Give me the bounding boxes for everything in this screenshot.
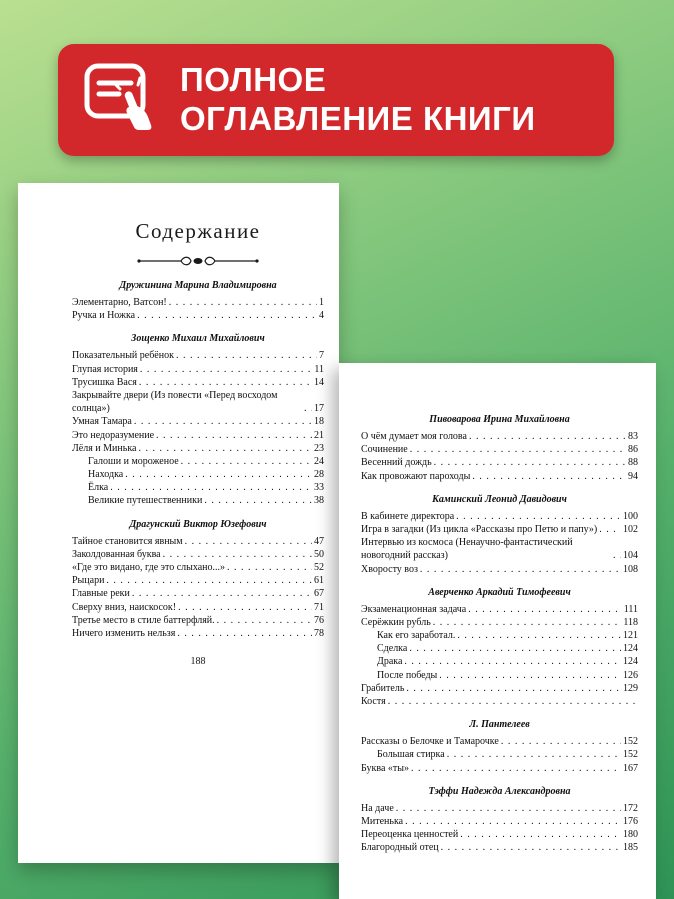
toc-entry [361, 603, 638, 616]
toc-dot-leader [177, 627, 312, 640]
toc-entry [361, 470, 638, 483]
toc-entry-title: «Где это видано, где это слыхано...» [72, 562, 226, 573]
toc-entry-page: 167 [623, 762, 638, 774]
toc-entry-title: Весенний дождь [361, 457, 432, 469]
toc-entry-page: 61 [314, 575, 324, 587]
toc-entry-page: 23 [314, 442, 324, 454]
toc-entry-title: Закрывайте двери (Из повести «Перед восходом солнца») [72, 389, 278, 415]
toc-entry-page: 71 [314, 601, 324, 613]
toc-entry-title: Игра в загадки (Из цикла «Рассказы про Петю и папу») [361, 523, 598, 535]
toc-entry-title: Хворосту воз [361, 563, 418, 575]
toc-entry [72, 587, 324, 600]
toc-dot-leader [137, 309, 317, 322]
toc-entry-title: Драка [377, 656, 403, 668]
toc-entry [377, 642, 638, 655]
toc-dot-leader [599, 523, 621, 536]
toc-dot-leader [106, 574, 312, 587]
toc-entry-title: Это недоразумение [72, 429, 155, 441]
toc-entry [361, 563, 638, 576]
toc-dot-leader [420, 563, 621, 576]
toc-entry-title: Находка [88, 469, 124, 481]
toc-author: Тэффи Надежда Александровна [428, 785, 571, 797]
toc-entry-page: 86 [628, 444, 638, 456]
toc-dot-leader [396, 802, 621, 815]
toc-entry [361, 815, 638, 828]
toc-entry [361, 443, 638, 456]
toc-entry-page: 172 [623, 802, 638, 814]
toc-entry-page: 118 [623, 616, 638, 628]
toc-entry [361, 456, 638, 469]
toc-entry-title: Ничего изменить нельзя [72, 627, 176, 639]
toc-dot-leader [457, 629, 621, 642]
toc-entry-page: 94 [628, 470, 638, 482]
toc-entry-page: 47 [314, 535, 324, 547]
toc-dot-leader [139, 376, 312, 389]
toc-entry [72, 389, 324, 415]
toc-entry-page: 126 [623, 669, 638, 681]
toc-entry-title: На даче [361, 802, 394, 814]
toc-entry-page: 7 [319, 350, 324, 362]
toc-entry [72, 349, 324, 362]
toc-entry [72, 376, 324, 389]
toc-entry-title: Ёлка [88, 482, 109, 494]
toc-entry-page: 52 [314, 562, 324, 573]
toc-dot-leader [204, 494, 312, 507]
toc-entry [361, 762, 638, 775]
toc-entry-title: Тайное становится явным [72, 535, 183, 547]
toc-entry-title: Сочинение [361, 444, 408, 456]
toc-entry-page: 180 [623, 829, 638, 841]
toc-entry-page: 111 [623, 603, 638, 615]
toc-author: Л. Пантелеев [469, 719, 530, 731]
left-page [18, 183, 339, 863]
toc-entry-page: 28 [314, 469, 324, 481]
toc-entry-page: 38 [314, 495, 324, 507]
toc-dot-leader [181, 455, 312, 468]
toc-dot-leader [156, 429, 312, 442]
toc-entry-page: 129 [623, 682, 638, 694]
toc-entry-page: 102 [623, 523, 638, 535]
toc-entry [72, 309, 324, 322]
toc-entry-title: Грабитель [361, 682, 405, 694]
toc-entry-title: Трусишка Вася [72, 376, 137, 388]
toc-dot-leader [472, 470, 626, 483]
toc-entry-title: Элементарно, Ватсон! [72, 297, 167, 308]
toc-entry-page: 124 [623, 643, 638, 655]
toc-entry [72, 535, 324, 548]
toc-dot-leader [501, 735, 621, 748]
toc-author: Дружинина Марина Владимировна [119, 280, 277, 291]
toc-entry-title: Экзаменационная задача [361, 603, 467, 615]
toc-dot-leader [447, 748, 621, 761]
toc-dot-leader [185, 535, 312, 548]
toc-dot-leader [388, 695, 636, 708]
toc-author: Зощенко Михаил Михайлович [131, 333, 265, 345]
toc-dot-leader [410, 443, 626, 456]
toc-entry-page: 1 [319, 297, 324, 308]
toc-entry-title: Показательный ребёнок [72, 350, 174, 362]
contents-heading: Содержание [135, 219, 261, 243]
toc-entry-title: Как его заработал. [377, 630, 456, 642]
right-page [339, 363, 656, 899]
toc-entry [377, 748, 638, 761]
toc-entry-page: 50 [314, 548, 324, 560]
toc-entry-page: 17 [314, 403, 324, 415]
toc-entry [361, 695, 638, 708]
toc-author: Каминский Леонид Давидович [432, 493, 567, 505]
toc-dot-leader [456, 510, 621, 523]
toc-entry [361, 523, 638, 536]
toc-entry-page: 18 [314, 416, 324, 428]
toc-entry [72, 429, 324, 442]
toc-dot-leader [460, 828, 621, 841]
toc-entry [72, 627, 324, 640]
book-click-icon [82, 61, 160, 140]
toc-entry-title: Галоши и мороженое [88, 455, 179, 467]
toc-entry-page: 121 [623, 630, 638, 642]
toc-entry-page: 11 [314, 363, 324, 375]
toc-entry [72, 296, 324, 309]
toc-dot-leader [434, 456, 626, 469]
toc-entry-page: 67 [314, 588, 324, 600]
toc-entry-title: Лёля и Минька [72, 442, 137, 454]
ornament-icon [133, 253, 263, 269]
toc-entry-title: Интервью из космоса (Ненаучно-фантастический новогодний рассказ) [361, 537, 573, 562]
toc-entry-title: В кабинете директора [361, 510, 455, 522]
toc-entry [361, 841, 638, 854]
toc-entry-page: 78 [314, 627, 324, 639]
toc-entry [361, 802, 638, 815]
toc-entry-page: 24 [314, 455, 324, 467]
toc-author: Пивоварова Ирина Михайловна [429, 414, 570, 425]
toc-entry [72, 548, 324, 561]
toc-entry-page: 108 [623, 563, 638, 575]
toc-dot-leader [163, 548, 312, 561]
toc-entry-title: Третье место в стиле баттерфляй. [72, 614, 215, 626]
toc-entry [361, 536, 638, 562]
toc-dot-leader [433, 616, 622, 629]
toc-entry-title: Серёжкин рубль [361, 616, 431, 628]
toc-dot-leader [140, 363, 312, 376]
toc-dot-leader [406, 682, 621, 695]
toc-entry [361, 682, 638, 695]
toc-entry-title: Ручка и Ножка [72, 310, 136, 322]
toc-entry-title: Рыцари [72, 575, 105, 587]
toc-entry-title: Заколдованная буква [72, 548, 161, 560]
toc-entry-page: 104 [623, 550, 638, 562]
toc-entry-title: Глупая история [72, 363, 138, 375]
toc-entry [72, 561, 324, 574]
toc-entry-page: 4 [319, 310, 324, 322]
toc-entry [88, 455, 324, 468]
toc-dot-leader [404, 655, 621, 668]
toc-dot-leader [405, 815, 621, 828]
toc-dot-leader [304, 402, 312, 415]
toc-entry [72, 442, 324, 455]
toc-dot-leader [613, 549, 621, 562]
toc-dot-leader [138, 442, 312, 455]
toc-entry [72, 614, 324, 627]
toc-entry-page: 152 [623, 736, 638, 748]
toc-entry-page: 83 [628, 431, 638, 442]
toc-entry-page: 152 [623, 749, 638, 761]
toc-entry-page: 185 [623, 842, 638, 854]
toc-dot-leader [441, 841, 621, 854]
promo-banner [58, 44, 614, 156]
toc-dot-leader [411, 762, 621, 775]
toc-entry-page: 88 [628, 457, 638, 469]
page-folio: 188 [190, 656, 206, 668]
toc-entry-title: Главные реки [72, 588, 130, 600]
toc-entry-page: 14 [314, 376, 324, 388]
toc-entry-page: 21 [314, 429, 324, 441]
toc-entry-title: Большая стирка [377, 749, 445, 761]
toc-entry-title: Как провожают пароходы [361, 470, 471, 482]
toc-dot-leader [110, 481, 312, 494]
toc-entry [72, 601, 324, 614]
toc-entry-title: Митенька [361, 815, 404, 827]
toc-entry [377, 669, 638, 682]
toc-dot-leader [132, 587, 312, 600]
toc-dot-leader [468, 603, 622, 616]
toc-entry [72, 415, 324, 428]
toc-entry [88, 468, 324, 481]
banner-title [180, 61, 536, 139]
toc-dot-leader [178, 601, 312, 614]
toc-dot-leader [134, 415, 312, 428]
toc-dot-leader [125, 468, 312, 481]
left-toc [72, 280, 324, 640]
toc-entry-title: О чём думает моя голова [361, 431, 467, 442]
toc-entry-title: Сверху вниз, наискосок! [72, 601, 177, 613]
toc-dot-leader [227, 561, 312, 574]
toc-entry-title: Сделка [377, 643, 408, 655]
toc-author: Аверченко Аркадий Тимофеевич [428, 586, 571, 598]
toc-entry [361, 510, 638, 523]
toc-entry [361, 430, 638, 443]
toc-entry-title: После победы [377, 669, 438, 681]
banner-title-line2: ОГЛАВЛЕНИЕ КНИГИ [180, 100, 536, 137]
toc-entry-page: 100 [623, 510, 638, 522]
toc-entry [72, 574, 324, 587]
toc-entry [361, 828, 638, 841]
toc-entry [88, 481, 324, 494]
right-toc [361, 414, 638, 855]
toc-dot-leader [409, 642, 621, 655]
toc-dot-leader [439, 669, 621, 682]
toc-entry-page: 76 [314, 614, 324, 626]
toc-entry-title: Рассказы о Белочке и Тамарочке [361, 736, 499, 748]
toc-author: Драгунский Виктор Юзефович [129, 518, 267, 530]
toc-entry-page: 124 [623, 656, 638, 668]
banner-title-line1: ПОЛНОЕ [180, 61, 327, 99]
toc-entry-title: Великие путешественники [88, 495, 203, 507]
toc-entry-title: Буква «ты» [361, 762, 409, 774]
toc-entry-title: Костя [361, 696, 386, 707]
toc-entry [361, 616, 638, 629]
toc-entry-title: Благородный отец [361, 842, 439, 854]
toc-entry [72, 363, 324, 376]
toc-entry-title: Умная Тамара [72, 416, 132, 428]
toc-entry-page: 33 [314, 482, 324, 494]
toc-entry [377, 655, 638, 668]
toc-entry [361, 735, 638, 748]
toc-entry [88, 494, 324, 507]
toc-entry [377, 629, 638, 642]
toc-entry-title: Переоценка ценностей [361, 829, 459, 841]
toc-dot-leader [169, 296, 317, 309]
toc-dot-leader [469, 430, 626, 443]
toc-dot-leader [176, 349, 317, 362]
toc-dot-leader [217, 614, 312, 627]
toc-entry-page: 176 [623, 815, 638, 827]
